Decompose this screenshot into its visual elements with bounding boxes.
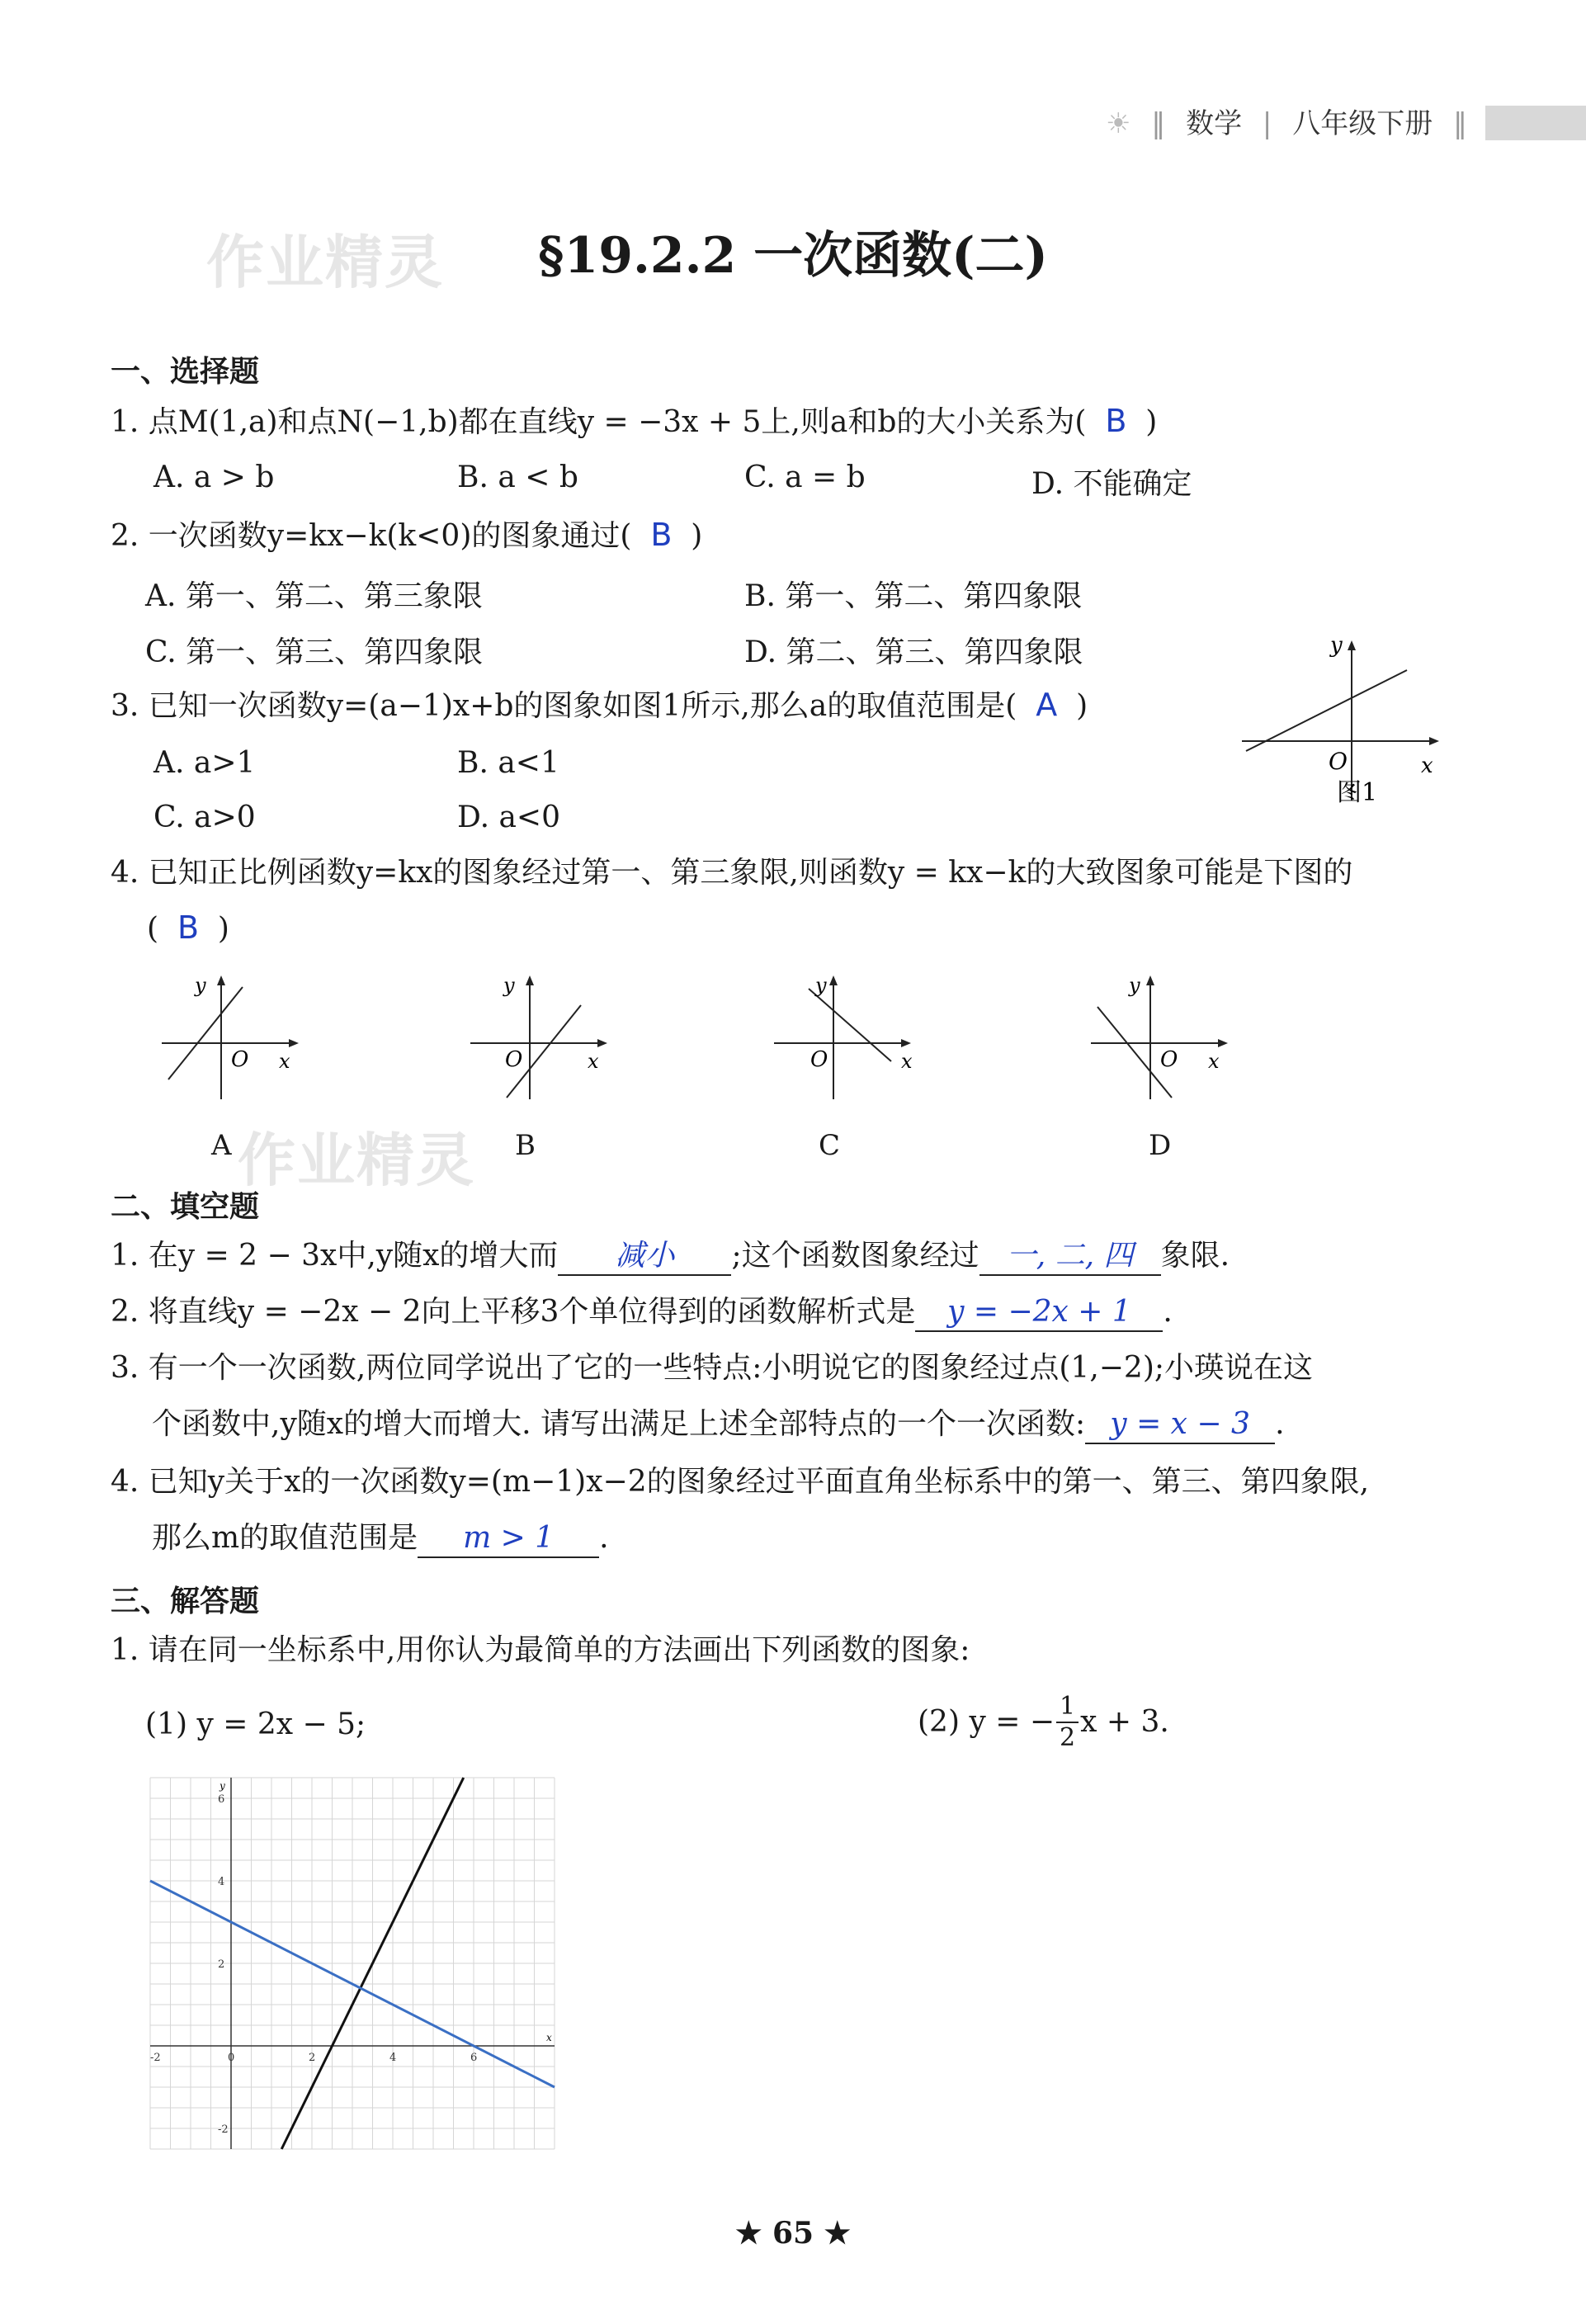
- header-grade: 八年级下册: [1292, 107, 1433, 140]
- q4-graph-label-a: A: [211, 1129, 232, 1162]
- s3-q1-sub1: (1) y = 2x − 5;: [145, 1708, 366, 1741]
- chart-y-tick: 6: [218, 1793, 225, 1806]
- star-icon-right: ★: [824, 2216, 851, 2251]
- s1-q3-option-c: C. a>0: [153, 801, 256, 834]
- header-decor-bar: [1485, 106, 1586, 140]
- q4-graph-label-d: D: [1149, 1129, 1172, 1162]
- s2-q1-blank1: 减小: [558, 1238, 731, 1276]
- s1-q2-option-d: D. 第二、第三、第四象限: [744, 635, 1083, 669]
- chart-x-tick: 6: [470, 2052, 478, 2064]
- s1-q4-line2: ( B ): [147, 909, 229, 946]
- fig1-origin-label: O: [1329, 748, 1348, 775]
- s1-q1-answer: B: [1105, 403, 1127, 439]
- chart-y-tick: 2: [218, 1958, 225, 1971]
- fig1-y-arrow: [1348, 640, 1356, 650]
- q4-graph-c: [769, 974, 918, 1106]
- s1-q2-option-b: B. 第一、第二、第四象限: [744, 579, 1083, 613]
- s1-q1-option-b: B. a < b: [457, 461, 578, 494]
- svg-text:x: x: [279, 1050, 290, 1073]
- svg-text:O: O: [231, 1047, 249, 1072]
- s1-q3-option-a: A. a>1: [153, 746, 256, 780]
- page-header: ☀ ‖ 数学 | 八年级下册 ‖: [1106, 107, 1468, 140]
- s1-q1-option-d: D. 不能确定: [1031, 467, 1192, 501]
- chart-x-tick: -2: [150, 2052, 161, 2064]
- s1-q2-answer: B: [650, 517, 673, 553]
- page-number-value: 65: [772, 2216, 814, 2251]
- watermark-top: 作业精灵: [206, 229, 444, 296]
- s1-q1-option-a: A. a > b: [153, 461, 275, 494]
- s2-q2-blank: y = −2x + 1: [915, 1294, 1163, 1332]
- section1-heading: 一、选择题: [111, 355, 260, 389]
- q4-graph-a: [157, 974, 305, 1106]
- figure1-graph: [1238, 635, 1452, 817]
- s2-q3-line2: 个函数中,y随x的增大而增大. 请写出满足上述全部特点的一个一次函数: y = x − 3 .: [152, 1406, 1285, 1444]
- svg-text:x: x: [901, 1050, 913, 1073]
- s1-q3-option-d: D. a<0: [457, 801, 560, 834]
- chart-x-tick: 4: [389, 2052, 397, 2064]
- chart-y-tick: 4: [218, 1876, 225, 1888]
- s2-q4-line2: 那么m的取值范围是 m > 1 .: [152, 1520, 609, 1558]
- chart-y-tick: -2: [218, 2123, 229, 2136]
- s2-q4-line1: 4. 已知y关于x的一次函数y=(m−1)x−2的图象经过平面直角坐标系中的第一、第三、第四象限,: [111, 1465, 1370, 1499]
- s3-q1: 1. 请在同一坐标系中,用你认为最简单的方法画出下列函数的图象:: [111, 1633, 970, 1667]
- svg-text:O: O: [1160, 1047, 1178, 1072]
- fig1-line: [1246, 670, 1407, 751]
- header-subject: 数学: [1186, 107, 1243, 140]
- svg-text:y: y: [815, 974, 827, 997]
- svg-text:y: y: [195, 974, 206, 997]
- chart-y-label: y: [219, 1780, 225, 1792]
- s1-q4-answer: B: [177, 909, 200, 946]
- page-number: [0, 2216, 1586, 2251]
- q4-graph-d: [1086, 974, 1234, 1106]
- s1-q2: 2. 一次函数y=kx−k(k<0)的图象通过( B ): [111, 517, 703, 553]
- s2-q3-line1: 3. 有一个一次函数,两位同学说出了它的一些特点:小明说它的图象经过点(1,−2);小瑛说在这: [111, 1351, 1313, 1385]
- s1-q1: 1. 点M(1,a)和点N(−1,b)都在直线y = −3x + 5上,则a和b的大小关系为( B ): [111, 403, 1158, 439]
- s1-q1-option-c: C. a = b: [744, 461, 866, 494]
- s2-q4-blank: m > 1: [418, 1520, 599, 1558]
- q4-graph-b: [465, 974, 614, 1106]
- s2-q2: 2. 将直线y = −2x − 2向上平移3个单位得到的函数解析式是 y = −2x + 1 .: [111, 1294, 1173, 1332]
- star-icon-left: ★: [735, 2216, 762, 2251]
- s3-q1-sub2: (2) y = − $\frac{1}{2}$ x + 3.: [918, 1692, 1169, 1752]
- answer-coordinate-grid: [149, 1776, 561, 2156]
- chart-x-tick: 2: [309, 2052, 316, 2064]
- q4-graph-label-c: C: [819, 1129, 841, 1162]
- chart-x-label: x: [546, 2032, 552, 2043]
- svg-text:x: x: [1208, 1050, 1220, 1073]
- svg-text:O: O: [505, 1047, 523, 1072]
- chart-x-tick: 0: [228, 2052, 235, 2064]
- watermark-mid: 作业精灵: [238, 1127, 475, 1194]
- section3-heading: 三、解答题: [111, 1585, 260, 1618]
- svg-text:y: y: [1129, 974, 1140, 997]
- s1-q4-line1: 4. 已知正比例函数y=kx的图象经过第一、第三象限,则函数y = kx−k的大致图象可能是下图的: [111, 856, 1353, 890]
- sun-icon: ☀: [1106, 107, 1131, 140]
- s2-q1: 1. 在y = 2 − 3x中,y随x的增大而 减小 ;这个函数图象经过 一, 二, 四 象限.: [111, 1238, 1230, 1276]
- fig1-x-label: x: [1421, 753, 1433, 778]
- svg-text:x: x: [588, 1050, 599, 1073]
- section2-heading: 二、填空题: [111, 1190, 260, 1224]
- fig1-y-label: y: [1330, 635, 1343, 658]
- s1-q3-option-b: B. a<1: [457, 746, 559, 780]
- fraction-denominator: 2: [1060, 1723, 1076, 1752]
- s1-q2-option-c: C. 第一、第三、第四象限: [145, 635, 484, 669]
- page-title: §19.2.2 一次函数(二): [538, 227, 1048, 285]
- s1-q3: 3. 已知一次函数y=(a−1)x+b的图象如图1所示,那么a的取值范围是( A ): [111, 687, 1088, 723]
- q4-graph-label-b: B: [515, 1129, 536, 1162]
- s2-q1-blank2: 一, 二, 四: [979, 1238, 1161, 1276]
- fraction-numerator: 1: [1056, 1692, 1079, 1723]
- s1-q3-answer: A: [1036, 687, 1058, 723]
- fig1-x-arrow: [1429, 737, 1439, 745]
- svg-text:y: y: [503, 974, 515, 997]
- s1-q2-option-a: A. 第一、第二、第三象限: [145, 579, 483, 613]
- s2-q3-blank: y = x − 3: [1085, 1406, 1275, 1444]
- fig1-caption: 图1: [1337, 778, 1378, 807]
- svg-text:O: O: [810, 1047, 828, 1072]
